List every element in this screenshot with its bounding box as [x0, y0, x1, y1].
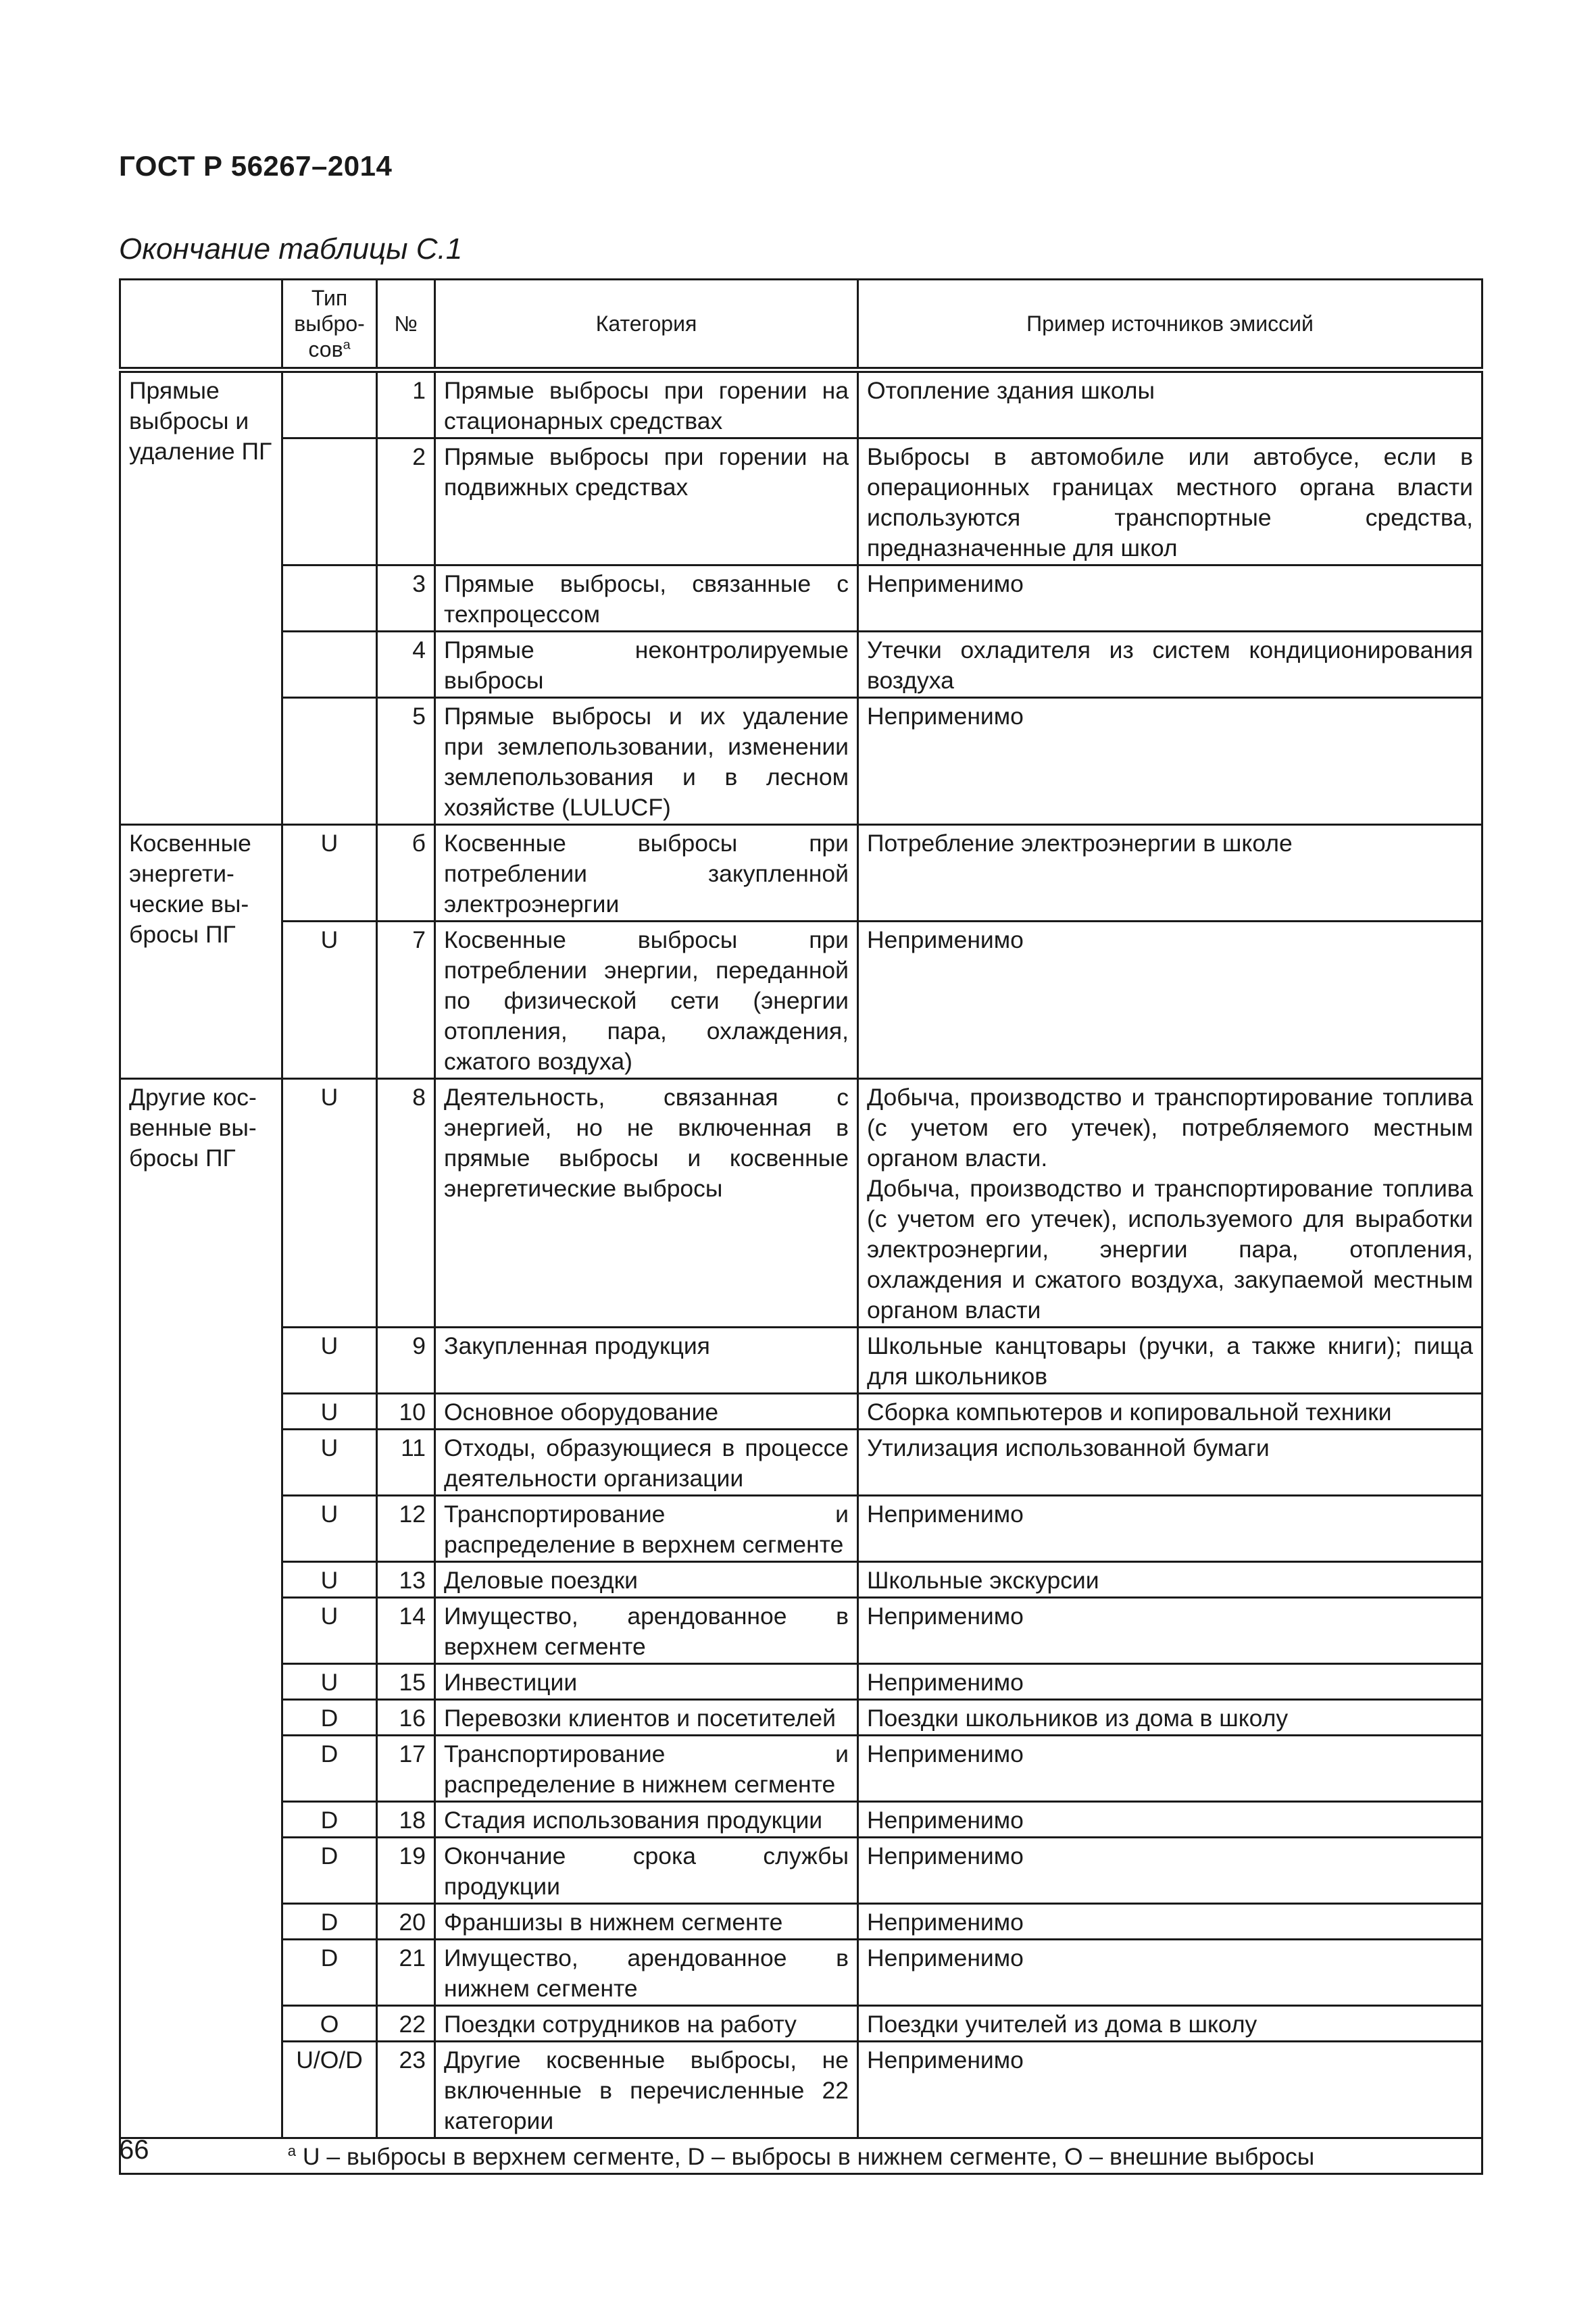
header-type	[282, 280, 377, 370]
table-row	[120, 565, 1482, 632]
example-cell	[858, 1079, 1482, 1328]
table-row	[120, 698, 1482, 825]
type-cell: U	[282, 1430, 377, 1496]
footnote-marker: a	[343, 337, 351, 353]
category-cell: Прямые выбросы при горении на подвижных средствах	[435, 438, 858, 565]
table-row	[120, 1598, 1482, 1664]
type-cell: U	[282, 1328, 377, 1394]
header-type-line: выбро-	[294, 311, 365, 336]
category-cell: Окончание срока службы продукции	[435, 1838, 858, 1904]
type-cell: U	[282, 1664, 377, 1700]
table-row	[120, 2042, 1482, 2138]
table-row	[120, 1736, 1482, 1802]
table-row	[120, 1664, 1482, 1700]
table-row	[120, 1430, 1482, 1496]
number-cell: 22	[377, 2006, 435, 2042]
example-cell: Потребление электроэнергии в школе	[858, 825, 1482, 922]
header-type-line: Тип	[311, 286, 348, 310]
group-cell: Косвенные энергети-ческие вы-бросы ПГ	[120, 825, 282, 1079]
number-cell: 9	[377, 1328, 435, 1394]
example-cell: Неприменимо	[858, 565, 1482, 632]
table-row	[120, 632, 1482, 698]
number-cell: 14	[377, 1598, 435, 1664]
emissions-table	[119, 278, 1483, 2175]
number-cell: 19	[377, 1838, 435, 1904]
header-example: Пример источников эмиссий	[858, 280, 1482, 370]
example-cell: Неприменимо	[858, 1904, 1482, 1940]
header-category: Категория	[435, 280, 858, 370]
number-cell: 3	[377, 565, 435, 632]
type-cell: U	[282, 922, 377, 1079]
type-cell: U	[282, 825, 377, 922]
number-cell: 10	[377, 1394, 435, 1430]
category-cell: Косвенные выбросы при потреблении закупленной электроэнергии	[435, 825, 858, 922]
type-cell: D	[282, 1802, 377, 1838]
category-cell: Прямые выбросы, связанные с техпроцессом	[435, 565, 858, 632]
type-cell	[282, 565, 377, 632]
number-cell: 8	[377, 1079, 435, 1328]
table-row	[120, 1394, 1482, 1430]
category-cell: Деятельность, связанная с энергией, но не включенная в прямые выбросы и косвенные энергетические выбросы	[435, 1079, 858, 1328]
type-cell: O	[282, 2006, 377, 2042]
number-cell: 11	[377, 1430, 435, 1496]
type-cell: D	[282, 1736, 377, 1802]
type-cell: D	[282, 1838, 377, 1904]
type-cell: D	[282, 1700, 377, 1736]
type-cell: U	[282, 1598, 377, 1664]
type-cell: U/O/D	[282, 2042, 377, 2138]
number-cell: 18	[377, 1802, 435, 1838]
type-cell: U	[282, 1562, 377, 1598]
type-cell: U	[282, 1496, 377, 1562]
number-cell: 4	[377, 632, 435, 698]
number-cell: 12	[377, 1496, 435, 1562]
number-cell: 16	[377, 1700, 435, 1736]
group-cell: Другие кос-венные вы-бросы ПГ	[120, 1079, 282, 2138]
example-cell: Поездки школьников из дома в школу	[858, 1700, 1482, 1736]
table-row	[120, 825, 1482, 922]
example-cell: Утилизация использованной бумаги	[858, 1430, 1482, 1496]
category-cell: Прямые выбросы и их удаление при землепользовании, изменении землепользования и в лесном хозяйстве (LULUCF)	[435, 698, 858, 825]
example-cell: Неприменимо	[858, 698, 1482, 825]
type-cell: D	[282, 1940, 377, 2006]
example-cell: Отопление здания школы	[858, 370, 1482, 438]
number-cell: б	[377, 825, 435, 922]
number-cell: 7	[377, 922, 435, 1079]
example-cell: Неприменимо	[858, 2042, 1482, 2138]
table-row	[120, 1838, 1482, 1904]
category-cell: Инвестиции	[435, 1664, 858, 1700]
type-cell	[282, 632, 377, 698]
type-cell	[282, 370, 377, 438]
table-row	[120, 438, 1482, 565]
category-cell: Транспортирование и распределение в нижнем сегменте	[435, 1736, 858, 1802]
category-cell: Основное оборудование	[435, 1394, 858, 1430]
footnote-marker: a	[287, 2142, 297, 2160]
table-row	[120, 1904, 1482, 1940]
type-cell	[282, 438, 377, 565]
table-row	[120, 2006, 1482, 2042]
table-row	[120, 1562, 1482, 1598]
type-cell: D	[282, 1904, 377, 1940]
category-cell: Другие косвенные выбросы, не включенные в перечисленные 22 категории	[435, 2042, 858, 2138]
table-caption: Окончание таблицы С.1	[119, 232, 463, 266]
example-cell: Выбросы в автомобиле или автобусе, если в операционных границах местного органа власти используются транспортные средства, предназначенные для школ	[858, 438, 1482, 565]
category-cell: Перевозки клиентов и посетителей	[435, 1700, 858, 1736]
number-cell: 17	[377, 1736, 435, 1802]
table-row	[120, 1079, 1482, 1328]
header-group	[120, 280, 282, 370]
example-paragraph: Добыча, производство и транспортирование топлива (с учетом его утечек), используемого для выработки электроэнергии, энергии пара, отопления, охлаждения и сжатого воздуха, закупаемой местным органом власти	[867, 1175, 1473, 1324]
category-cell: Имущество, арендованное в верхнем сегменте	[435, 1598, 858, 1664]
category-cell: Поездки сотрудников на работу	[435, 2006, 858, 2042]
number-cell: 5	[377, 698, 435, 825]
example-cell: Неприменимо	[858, 1802, 1482, 1838]
number-cell: 1	[377, 370, 435, 438]
header-number: №	[377, 280, 435, 370]
group-cell: Прямые выбросы и удаление ПГ	[120, 370, 282, 825]
number-cell: 20	[377, 1904, 435, 1940]
document-header: ГОСТ Р 56267–2014	[119, 150, 393, 182]
category-cell: Транспортирование и распределение в верхнем сегменте	[435, 1496, 858, 1562]
footnote-text: U – выбросы в верхнем сегменте, D – выбросы в нижнем сегменте, O – внешние выбросы	[296, 2143, 1315, 2170]
table-row	[120, 1940, 1482, 2006]
header-type-line: сов$^a$	[308, 337, 351, 361]
example-cell: Неприменимо	[858, 1736, 1482, 1802]
example-cell: Утечки охладителя из систем кондиционирования воздуха	[858, 632, 1482, 698]
category-cell: Косвенные выбросы при потреблении энергии, переданной по физической сети (энергии отопления, пара, охлаждения, сжатого воздуха)	[435, 922, 858, 1079]
example-cell: Неприменимо	[858, 1496, 1482, 1562]
type-cell: U	[282, 1079, 377, 1328]
type-cell: U	[282, 1394, 377, 1430]
category-cell: Деловые поездки	[435, 1562, 858, 1598]
number-cell: 23	[377, 2042, 435, 2138]
example-cell: Неприменимо	[858, 922, 1482, 1079]
example-cell: Поездки учителей из дома в школу	[858, 2006, 1482, 2042]
example-cell: Неприменимо	[858, 1598, 1482, 1664]
table-row	[120, 1802, 1482, 1838]
table-row	[120, 1700, 1482, 1736]
number-cell: 13	[377, 1562, 435, 1598]
table-row	[120, 922, 1482, 1079]
footnote-row	[120, 2138, 1482, 2174]
category-cell: Франшизы в нижнем сегменте	[435, 1904, 858, 1940]
table-row	[120, 370, 1482, 438]
number-cell: 2	[377, 438, 435, 565]
category-cell: Отходы, образующиеся в процессе деятельности организации	[435, 1430, 858, 1496]
category-cell: Стадия использования продукции	[435, 1802, 858, 1838]
table-row	[120, 1328, 1482, 1394]
page-number: 66	[119, 2135, 149, 2165]
example-cell: Школьные канцтовары (ручки, а также книги); пища для школьников	[858, 1328, 1482, 1394]
category-cell: Прямые неконтролируемые выбросы	[435, 632, 858, 698]
number-cell: 21	[377, 1940, 435, 2006]
example-cell: Неприменимо	[858, 1664, 1482, 1700]
category-cell: Имущество, арендованное в нижнем сегменте	[435, 1940, 858, 2006]
table-header-row	[120, 280, 1482, 370]
example-cell: Школьные экскурсии	[858, 1562, 1482, 1598]
table-row	[120, 1496, 1482, 1562]
category-cell: Прямые выбросы при горении на стационарных средствах	[435, 370, 858, 438]
type-cell	[282, 698, 377, 825]
category-cell: Закупленная продукция	[435, 1328, 858, 1394]
example-cell: Сборка компьютеров и копировальной техники	[858, 1394, 1482, 1430]
example-paragraph: Добыча, производство и транспортирование топлива (с учетом его утечек), потребляемого местным органом власти.	[867, 1084, 1473, 1172]
example-cell: Неприменимо	[858, 1940, 1482, 2006]
table-footnote	[120, 2138, 1482, 2174]
example-cell: Неприменимо	[858, 1838, 1482, 1904]
number-cell: 15	[377, 1664, 435, 1700]
